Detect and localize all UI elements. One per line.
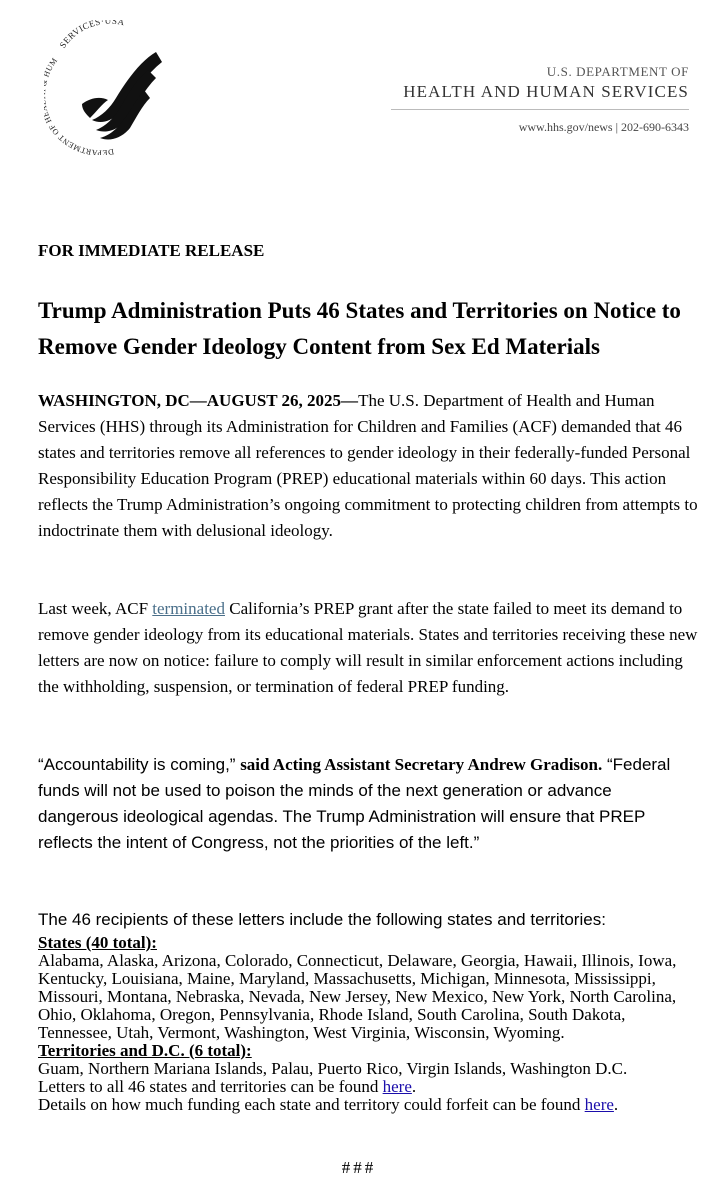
dateline: WASHINGTON, DC—AUGUST 26, 2025— <box>38 391 359 410</box>
details-line <box>38 1096 703 1114</box>
territories-list: Guam, Northern Mariana Islands, Palau, Puerto Rico, Virgin Islands, Washington D.C. <box>38 1059 628 1078</box>
details-before: Details on how much funding each state and territory could forfeit can be found <box>38 1095 585 1114</box>
paragraph-2 <box>38 596 698 700</box>
letters-line <box>38 1078 703 1096</box>
release-label: FOR IMMEDIATE RELEASE <box>38 241 265 260</box>
hhs-eagle-logo-icon <box>44 20 174 155</box>
recipients-list <box>38 934 703 1114</box>
dept-line-1: U.S. DEPARTMENT OF <box>546 64 689 79</box>
contact-line: www.hhs.gov/news | 202-690-6343 <box>518 120 689 134</box>
svg-text:SERVICES·USA: SERVICES·USA <box>57 20 126 50</box>
dept-line-2: HEALTH AND HUMAN SERVICES <box>403 82 689 101</box>
hhs-seal <box>44 20 174 155</box>
svg-text:DEPARTMENT OF HEALTH & HUMAN: DEPARTMENT OF UM <box>44 56 115 155</box>
paragraph-2-before: Last week, ACF <box>38 599 153 618</box>
states-list: Alabama, Alaska, Arizona, Colorado, Connecticut, Delaware, Georgia, Hawaii, Illinois, Iowa, Kentucky, Louisiana, Maine, Maryland, Massachusetts, Michigan, Minnesota, Mississippi, Missouri, Montana, Nebraska, Nevada, New Jersey, New Mexico, New York, North Carolina, Ohio, Oklahoma, Oregon, Pennsylvania, Rhode Island, South Carolina, South Dakota, Tennessee, Utah, Vermont, Washington, West Virginia, Wisconsin, Wyoming. <box>38 951 677 1042</box>
letters-after: . <box>411 1077 417 1096</box>
header-divider <box>391 109 689 110</box>
paragraph-2-after: California’s PREP grant after the state failed to meet its demand to remove gender ideology from its educational materials. States and territories receiving these new letters are now on notice: failure to comply will result in similar enforcement actions including the withholding, suspension, or termination of federal PREP funding. <box>38 599 698 696</box>
press-headline: Trump Administration Puts 46 States and Territories on Notice to Remove Gender Ideology Content from Sex Ed Materials <box>38 298 681 359</box>
details-here-link[interactable]: here <box>584 1095 614 1114</box>
letters-before: Letters to all 46 states and territories can be found <box>38 1077 383 1096</box>
paragraph-1 <box>38 388 698 544</box>
letters-here-link[interactable]: here <box>382 1077 412 1096</box>
details-after: . <box>613 1095 619 1114</box>
quote-open: “Accountability is coming,” <box>38 755 241 774</box>
speaker-attribution: said Acting Assistant Secretary Andrew Gradison. <box>240 755 603 774</box>
quote-text: “Federal funds will not be used to poison the minds of the next generation or advance dangerous ideological agendas. The Trump Administration will ensure that PREP reflects the intent of Congress, not the priorities of the left.” <box>38 755 671 852</box>
territories-heading: Territories and D.C. (6 total): <box>38 1041 252 1060</box>
terminated-link[interactable]: terminated <box>152 599 225 618</box>
states-heading: States (40 total): <box>38 933 157 952</box>
end-mark: ### <box>341 1158 377 1177</box>
quote-paragraph <box>38 752 688 856</box>
paragraph-1-text: The U.S. Department of Health and Human Services (HHS) through its Administration for Children and Families (ACF) demanded that 46 states and territories remove all references to gender ideology in their federally-funded Personal Responsibility Education Program (PREP) educational materials within 60 days. This action reflects the Trump Administration’s ongoing commitment to protecting children from attempts to indoctrinate them with delusional ideology. <box>38 391 698 540</box>
recipients-intro: The 46 recipients of these letters include the following states and territories: <box>38 910 606 929</box>
department-header <box>403 64 689 135</box>
